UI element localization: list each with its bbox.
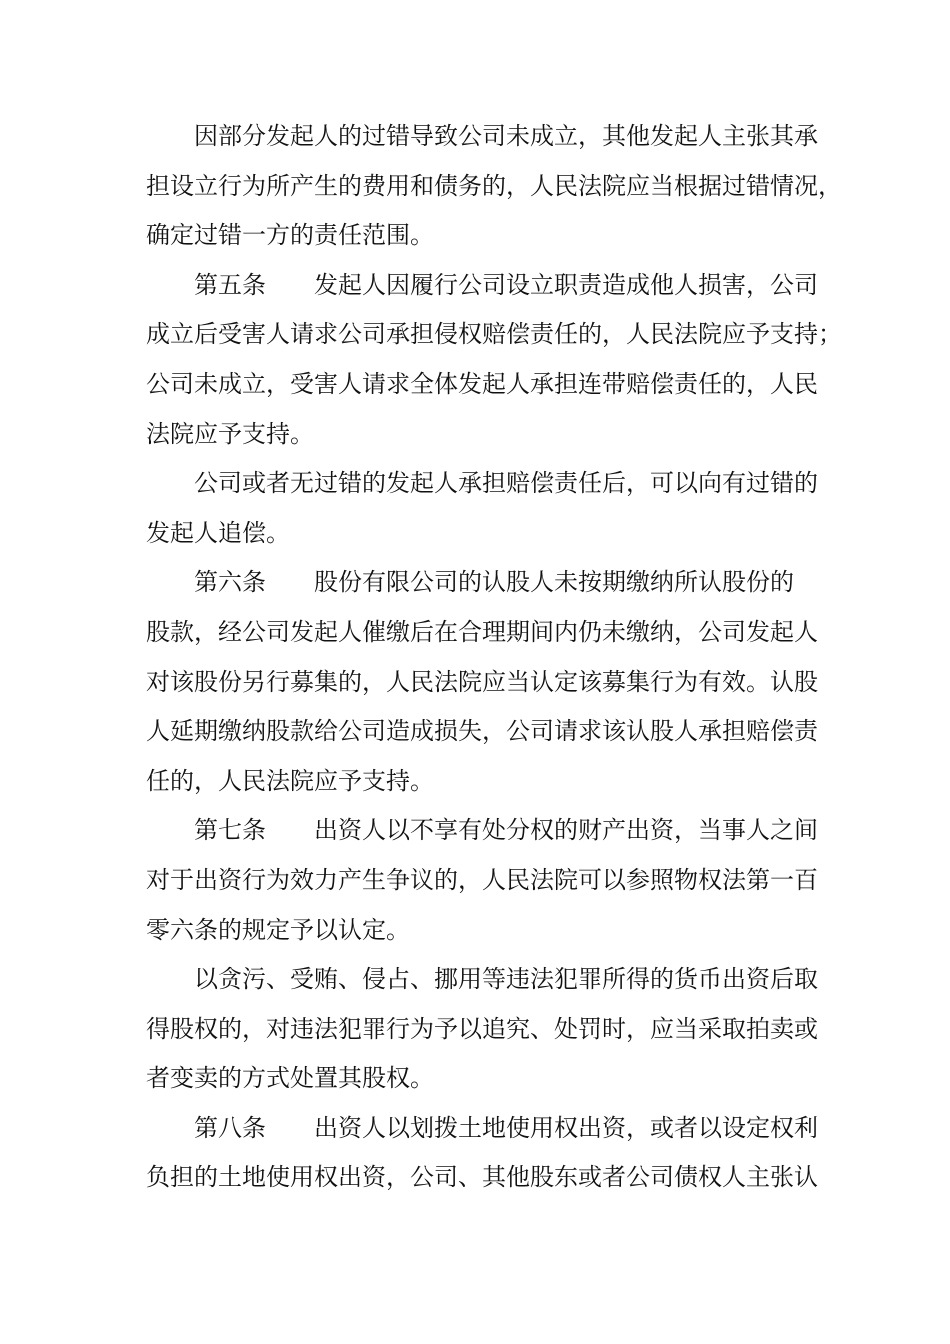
article-label: 第五条 bbox=[194, 270, 266, 299]
text-line: 人延期缴纳股款给公司造成损失，公司请求该认股人承担赔偿责 bbox=[146, 717, 818, 746]
text-line bbox=[146, 558, 810, 608]
text-line: 担设立行为所产生的费用和债务的，人民法院应当根据过错情况， bbox=[146, 171, 842, 200]
paragraph bbox=[146, 459, 818, 558]
document-body bbox=[146, 112, 842, 1203]
text-line: 法院应予支持。 bbox=[146, 419, 314, 448]
text-line: 公司或者无过错的发起人承担赔偿责任后，可以向有过错的 bbox=[194, 469, 818, 498]
text-line: 因部分发起人的过错导致公司未成立，其他发起人主张其承 bbox=[194, 122, 818, 150]
text-line: 以贪污、受贿、侵占、挪用等违法犯罪所得的货币出资后取 bbox=[194, 965, 818, 994]
text-line: 负担的土地使用权出资，公司、其他股东或者公司债权人主张认 bbox=[146, 1163, 818, 1192]
article-text: 股份有限公司的认股人未按期缴纳所认股份的 bbox=[314, 568, 794, 597]
text-line: 零六条的规定予以认定。 bbox=[146, 915, 410, 944]
text-line: 者变卖的方式处置其股权。 bbox=[146, 1064, 434, 1093]
article-8 bbox=[146, 1104, 818, 1203]
text-line: 确定过错一方的责任范围。 bbox=[146, 221, 434, 250]
text-line bbox=[146, 806, 818, 856]
article-label: 第六条 bbox=[194, 568, 266, 597]
article-6 bbox=[146, 558, 818, 806]
text-line: 对于出资行为效力产生争议的，人民法院可以参照物权法第一百 bbox=[146, 865, 818, 894]
article-text: 出资人以划拨土地使用权出资，或者以设定权利 bbox=[314, 1113, 818, 1142]
article-7 bbox=[146, 806, 818, 955]
text-line: 任的，人民法院应予支持。 bbox=[146, 766, 434, 795]
text-line bbox=[146, 261, 818, 311]
article-label: 第七条 bbox=[194, 816, 266, 845]
text-line: 公司未成立，受害人请求全体发起人承担连带赔偿责任的，人民 bbox=[146, 369, 818, 398]
text-line: 股款，经公司发起人催缴后在合理期间内仍未缴纳，公司发起人 bbox=[146, 617, 818, 646]
article-label: 第八条 bbox=[194, 1113, 266, 1142]
text-line bbox=[146, 1104, 818, 1154]
text-line: 成立后受害人请求公司承担侵权赔偿责任的，人民法院应予支持； bbox=[146, 320, 842, 349]
paragraph bbox=[146, 955, 818, 1104]
article-text: 出资人以不享有处分权的财产出资，当事人之间 bbox=[314, 816, 818, 845]
article-text: 发起人因履行公司设立职责造成他人损害，公司 bbox=[314, 270, 818, 299]
text-line: 发起人追偿。 bbox=[146, 518, 290, 547]
text-line: 得股权的，对违法犯罪行为予以追究、处罚时，应当采取拍卖或 bbox=[146, 1014, 818, 1043]
paragraph bbox=[146, 112, 842, 261]
text-line: 对该股份另行募集的，人民法院应当认定该募集行为有效。认股 bbox=[146, 667, 818, 696]
article-5 bbox=[146, 261, 842, 459]
